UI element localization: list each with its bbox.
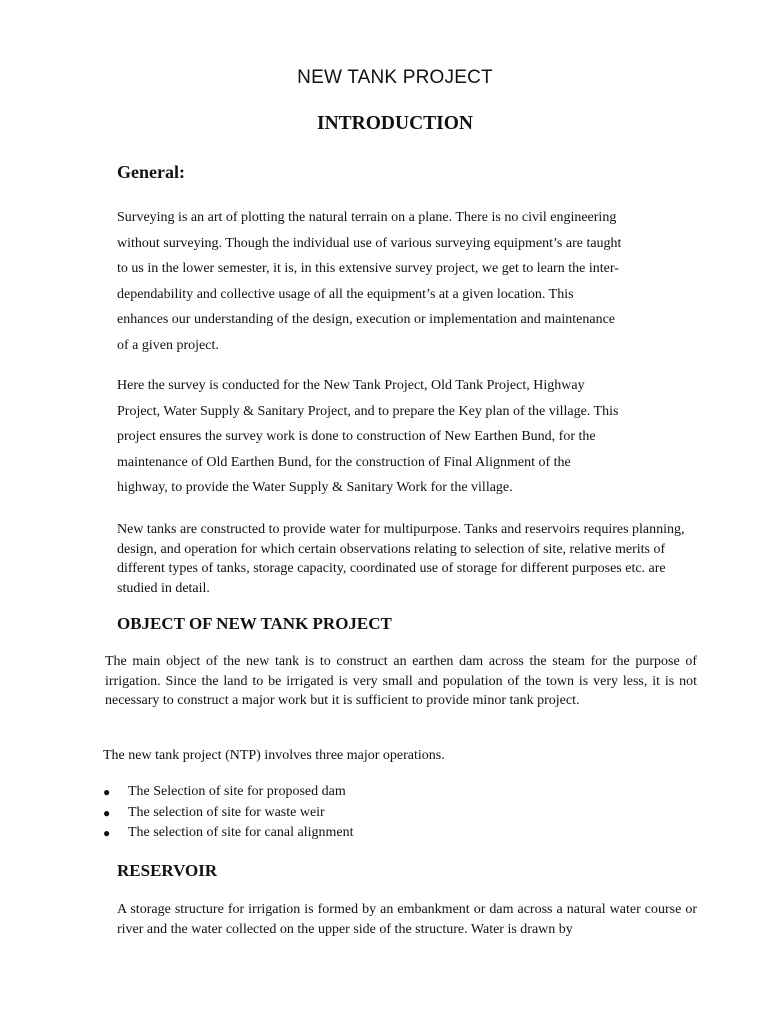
subheading-general: General: — [117, 162, 185, 182]
paragraph-line: Project, Water Supply & Sanitary Project, and to prepare the Key plan of the village. This — [117, 403, 619, 419]
object-intro: The new tank project (NTP) involves three major operations. — [103, 748, 445, 763]
paragraph-line: enhances our understanding of the design, execution or implementation and maintenance — [117, 312, 616, 327]
list-item-text: The selection of site for waste weir — [128, 804, 325, 820]
bullet-icon: ● — [103, 785, 111, 799]
paragraph-line: dependability and collective usage of all the equipment’s at a given location. This — [117, 286, 574, 302]
paragraph-line: to us in the lower semester, it is, in this extensive survey project, we get to learn the inter- — [117, 261, 619, 276]
paragraph-line: without surveying. Though the individual use of various surveying equipment’s are taught — [117, 235, 622, 251]
subheading-reservoir: RESERVOIR — [117, 861, 218, 880]
list-item — [103, 823, 353, 844]
list-item-text: The Selection of site for proposed dam — [128, 784, 346, 799]
paragraph-line: Here the survey is conducted for the New Tank Project, Old Tank Project, Highway — [117, 378, 585, 393]
general-paragraph-3: New tanks are constructed to provide water for multipurpose. Tanks and reservoirs requires planning, design, and operation for which certain observations relating to selection of site, relative merits of different types of tanks, storage capacity, coordinated use of storage for different purposes etc. are studied in detail. — [117, 522, 685, 596]
paragraph-line: of a given project. — [117, 337, 219, 353]
section-heading-introduction: INTRODUCTION — [316, 113, 474, 134]
operations-list — [103, 782, 353, 844]
document-title: NEW TANK PROJECT — [297, 67, 493, 88]
list-item — [103, 803, 353, 824]
object-paragraph: The main object of the new tank is to construct an earthen dam across the steam for the purpose of irrigation. Since the land to be irrigated is very small and population of the town is very less, it is not necessary to construct a major work but it is sufficient to provide minor tank project. — [105, 654, 697, 708]
paragraph-line: maintenance of Old Earthen Bund, for the construction of Final Alignment of the — [117, 454, 571, 470]
list-item-text: The selection of site for canal alignment — [128, 825, 354, 840]
bullet-icon: ● — [103, 805, 111, 820]
paragraph-line: highway, to provide the Water Supply & Sanitary Work for the village. — [117, 480, 513, 495]
paragraph-line: Surveying is an art of plotting the natural terrain on a plane. There is no civil engineering — [117, 210, 617, 225]
reservoir-paragraph: A storage structure for irrigation is formed by an embankment or dam across a natural water course or river and the water collected on the upper side of the structure. Water is drawn by — [117, 902, 697, 937]
subheading-object: OBJECT OF NEW TANK PROJECT — [117, 614, 392, 633]
bullet-icon: ● — [103, 826, 111, 840]
paragraph-line: project ensures the survey work is done to construction of New Earthen Bund, for the — [117, 429, 596, 444]
list-item — [103, 782, 353, 803]
